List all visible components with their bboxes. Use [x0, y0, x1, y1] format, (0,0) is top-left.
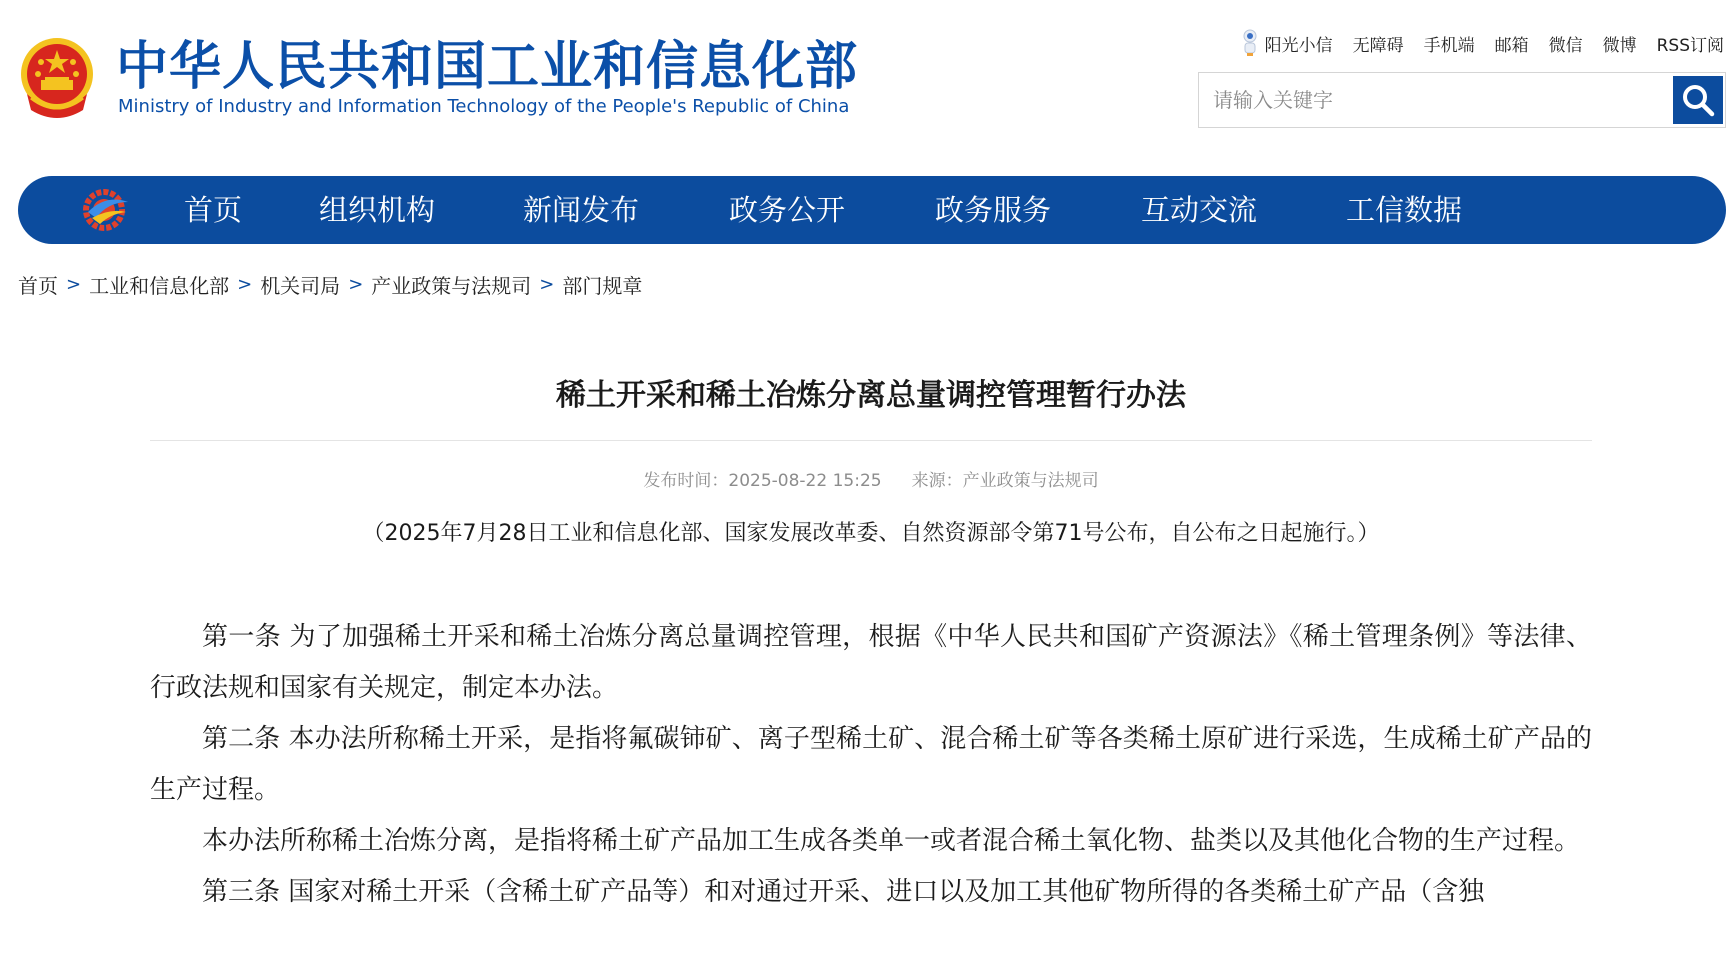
miit-gear-logo-icon[interactable]: [82, 188, 130, 232]
search-input[interactable]: [1199, 73, 1673, 127]
nav-item-interaction[interactable]: 互动交流: [1141, 193, 1258, 227]
main-nav: [18, 176, 1726, 244]
top-link-wechat[interactable]: 微信: [1548, 35, 1583, 56]
breadcrumb-separator: >: [66, 274, 82, 295]
top-link-label: 阳光小信: [1264, 35, 1333, 56]
breadcrumb-departments[interactable]: 机关司局: [260, 274, 341, 298]
nav-item-home[interactable]: 首页: [184, 193, 243, 227]
site-name-en[interactable]: Ministry of Industry and Information Technology of the People's Republic of China: [118, 96, 850, 117]
article-paragraph: 第二条 本办法所称稀土开采，是指将氟碳铈矿、离子型稀土矿、混合稀土矿等各类稀土原矿进行采选，生成稀土矿产品的生产过程。: [150, 724, 1592, 805]
nav-item-news[interactable]: 新闻发布: [523, 193, 640, 227]
article-title: 稀土开采和稀土冶炼分离总量调控管理暂行办法: [556, 378, 1186, 413]
nav-item-services[interactable]: 政务服务: [935, 193, 1052, 227]
breadcrumb-separator: >: [539, 274, 555, 295]
article-paragraph: 第一条 为了加强稀土开采和稀土冶炼分离总量调控管理，根据《中华人民共和国矿产资源法》《稀土管理条例》等法律、行政法规和国家有关规定，制定本办法。: [150, 622, 1592, 703]
breadcrumb-separator: >: [237, 274, 253, 295]
title-divider: [150, 440, 1592, 441]
top-link-sunshine[interactable]: [1241, 29, 1333, 57]
search-box: [1198, 72, 1726, 128]
breadcrumb: [18, 270, 642, 299]
publish-time: 2025-08-22 15:25: [728, 471, 882, 491]
top-link-mailbox[interactable]: 邮箱: [1494, 35, 1529, 56]
article-paragraph: 本办法所称稀土冶炼分离，是指将稀土矿产品加工生成各类单一或者混合稀土氧化物、盐类以及其他化合物的生产过程。: [202, 826, 1581, 856]
top-link-accessibility[interactable]: 无障碍: [1352, 35, 1404, 56]
publication-note: （2025年7月28日工业和信息化部、国家发展改革委、自然资源部令第71号公布，自公布之日起施行。）: [362, 521, 1380, 546]
publish-time-label: 发布时间：: [643, 471, 729, 491]
national-emblem-logo[interactable]: [17, 36, 97, 122]
robot-mascot-icon: [1241, 29, 1259, 57]
site-name-cn[interactable]: 中华人民共和国工业和信息化部: [116, 37, 859, 97]
breadcrumb-regulations[interactable]: 部门规章: [562, 274, 643, 298]
breadcrumb-miit[interactable]: 工业和信息化部: [89, 274, 230, 298]
top-link-rss[interactable]: RSS订阅: [1656, 35, 1724, 56]
breadcrumb-home[interactable]: 首页: [18, 274, 58, 298]
top-links: [1241, 28, 1724, 58]
article-source: 产业政策与法规司: [962, 471, 1099, 491]
article-body: [150, 612, 1592, 918]
article-paragraph: 第三条 国家对稀土开采（含稀土矿产品等）和对通过开采、进口以及加工其他矿物所得的各类稀土矿产品（含独: [202, 877, 1485, 907]
article-meta: [150, 466, 1592, 491]
nav-item-organization[interactable]: 组织机构: [319, 193, 436, 227]
breadcrumb-policy-dept[interactable]: 产业政策与法规司: [371, 274, 532, 298]
search-icon: [1681, 83, 1715, 117]
breadcrumb-separator: >: [348, 274, 364, 295]
nav-item-data[interactable]: 工信数据: [1346, 193, 1463, 227]
nav-item-government-affairs[interactable]: 政务公开: [729, 193, 846, 227]
search-button[interactable]: [1673, 76, 1723, 124]
top-link-mobile[interactable]: 手机端: [1423, 35, 1475, 56]
top-link-weibo[interactable]: 微博: [1602, 35, 1637, 56]
source-label: 来源：: [911, 471, 963, 491]
